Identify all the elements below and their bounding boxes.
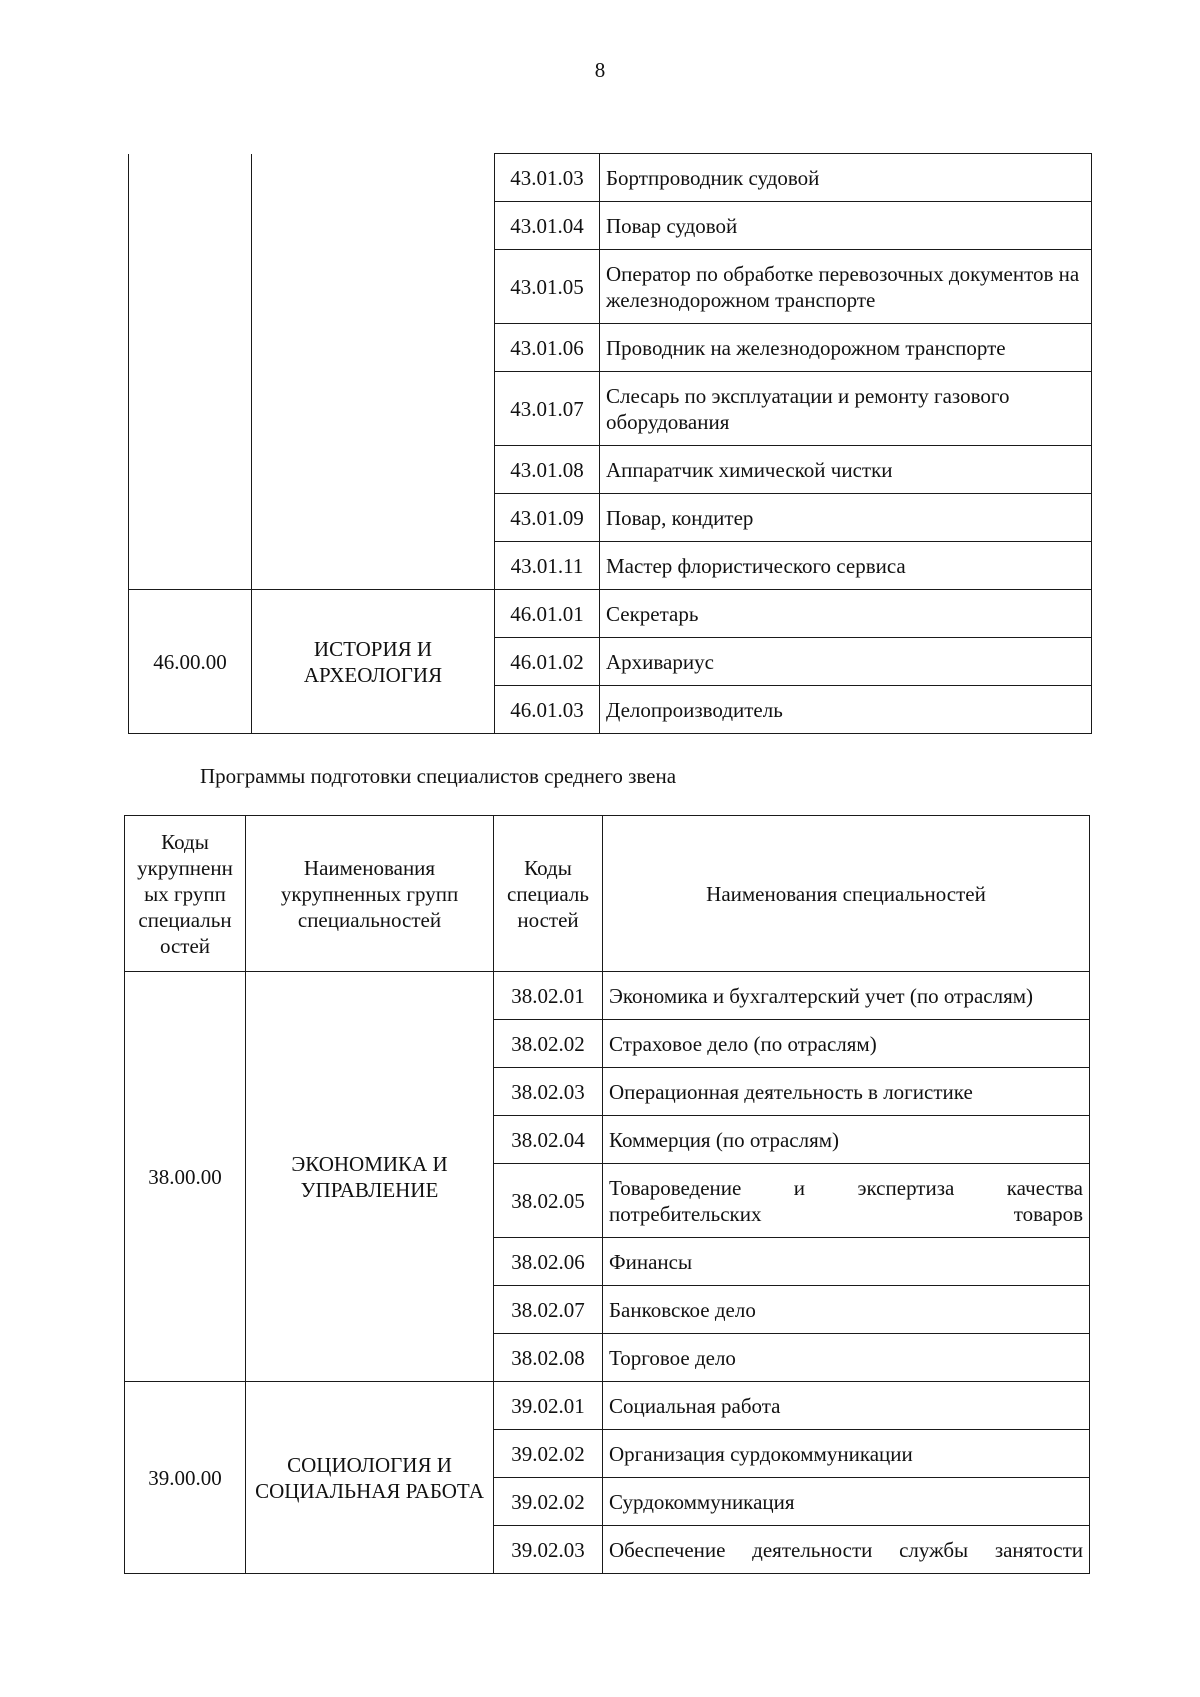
specialty-name: Экономика и бухгалтерский учет (по отраслям)	[603, 972, 1090, 1020]
group-code: 38.00.00	[125, 972, 246, 1382]
specialty-name: Повар, кондитер	[600, 494, 1092, 542]
specialty-code: 43.01.09	[495, 494, 600, 542]
table-row	[125, 972, 1090, 1020]
table-header-row	[125, 816, 1090, 972]
specialty-name: Финансы	[603, 1238, 1090, 1286]
mid-level-specialists-table	[124, 815, 1090, 1574]
specialty-code: 38.02.02	[494, 1020, 603, 1068]
specialties-table-continued	[128, 153, 1092, 734]
specialty-code: 43.01.08	[495, 446, 600, 494]
table-row	[125, 1382, 1090, 1430]
header-specialty-code: Коды специаль ностей	[494, 816, 603, 972]
specialty-name: Социальная работа	[603, 1382, 1090, 1430]
specialty-name: Торговое дело	[603, 1334, 1090, 1382]
specialty-name: Операционная деятельность в логистике	[603, 1068, 1090, 1116]
specialty-code: 43.01.06	[495, 324, 600, 372]
specialty-name: Аппаратчик химической чистки	[600, 446, 1092, 494]
specialty-code: 38.02.04	[494, 1116, 603, 1164]
specialty-name: Слесарь по эксплуатации и ремонту газового оборудования	[600, 372, 1092, 446]
group-name-cell-empty	[252, 154, 495, 590]
group-code: 46.00.00	[129, 590, 252, 734]
specialty-code: 39.02.02	[494, 1478, 603, 1526]
specialty-code: 43.01.03	[495, 154, 600, 202]
specialty-name: Делопроизводитель	[600, 686, 1092, 734]
group-code-cell-empty	[129, 154, 252, 590]
specialty-name: Проводник на железнодорожном транспорте	[600, 324, 1092, 372]
header-specialty-name: Наименования специальностей	[603, 816, 1090, 972]
specialty-name: Повар судовой	[600, 202, 1092, 250]
specialty-code: 38.02.07	[494, 1286, 603, 1334]
specialty-code: 39.02.02	[494, 1430, 603, 1478]
specialty-name: Страховое дело (по отраслям)	[603, 1020, 1090, 1068]
specialty-code: 38.02.01	[494, 972, 603, 1020]
specialty-code: 46.01.01	[495, 590, 600, 638]
specialty-code: 39.02.01	[494, 1382, 603, 1430]
specialty-code: 39.02.03	[494, 1526, 603, 1574]
specialty-name: Коммерция (по отраслям)	[603, 1116, 1090, 1164]
specialty-code: 43.01.04	[495, 202, 600, 250]
section-heading: Программы подготовки специалистов среднего звена	[200, 764, 677, 788]
table-row	[129, 154, 1092, 202]
table-row	[129, 590, 1092, 638]
specialty-code: 43.01.11	[495, 542, 600, 590]
specialty-name: Бортпроводник судовой	[600, 154, 1092, 202]
specialty-code: 46.01.02	[495, 638, 600, 686]
specialty-name: Секретарь	[600, 590, 1092, 638]
page-number: 8	[594, 58, 606, 82]
specialty-code: 38.02.08	[494, 1334, 603, 1382]
specialty-code: 38.02.05	[494, 1164, 603, 1238]
specialty-name: Мастер флористического сервиса	[600, 542, 1092, 590]
group-name: СОЦИОЛОГИЯ И СОЦИАЛЬНАЯ РАБОТА	[246, 1382, 494, 1574]
specialty-code: 43.01.07	[495, 372, 600, 446]
specialty-name: Организация сурдокоммуникации	[603, 1430, 1090, 1478]
specialty-code: 46.01.03	[495, 686, 600, 734]
specialty-name: Обеспечение деятельности службы занятости	[603, 1526, 1090, 1574]
specialty-code: 43.01.05	[495, 250, 600, 324]
header-group-name: Наименования укрупненных групп специальностей	[246, 816, 494, 972]
specialty-name: Оператор по обработке перевозочных документов на железнодорожном транспорте	[600, 250, 1092, 324]
specialty-code: 38.02.03	[494, 1068, 603, 1116]
group-name: ИСТОРИЯ И АРХЕОЛОГИЯ	[252, 590, 495, 734]
specialty-name: Сурдокоммуникация	[603, 1478, 1090, 1526]
specialty-name: Архивариус	[600, 638, 1092, 686]
group-name: ЭКОНОМИКА И УПРАВЛЕНИЕ	[246, 972, 494, 1382]
specialty-code: 38.02.06	[494, 1238, 603, 1286]
header-group-code: Коды укрупненн ых групп специальн остей	[125, 816, 246, 972]
specialty-name: Товароведение и экспертиза качества потребительских товаров	[603, 1164, 1090, 1238]
group-code: 39.00.00	[125, 1382, 246, 1574]
specialty-name: Банковское дело	[603, 1286, 1090, 1334]
